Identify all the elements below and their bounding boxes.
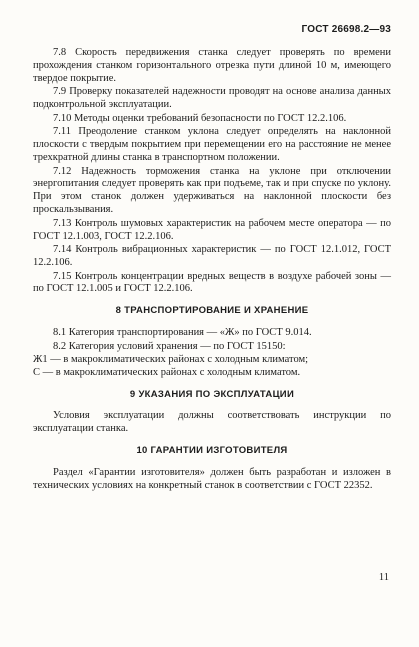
page-header: ГОСТ 26698.2—93 xyxy=(301,24,391,35)
section-8-heading: 8 ТРАНСПОРТИРОВАНИЕ И ХРАНЕНИЕ xyxy=(115,305,309,317)
paragraph-7-15: 7.15 Контроль концентрации вредных веществ в воздухе рабочей зоны — по ГОСТ 12.1.005 и ГОСТ 12.2.106. xyxy=(33,270,391,295)
paragraph-7-8: 7.8 Скорость передвижения станка следует проверять по времени прохождения станком горизонтального отрезка пути длиной 10 м, имеющего твердое покрытие. xyxy=(33,47,391,84)
paragraph-7-9: 7.9 Проверку показателей надежности проводят на основе анализа данных подконтрольной эксплуатации. xyxy=(33,86,391,111)
storage-category-s: С — в макроклиматических районах с холодным климатом. xyxy=(33,366,301,378)
paragraph-7-12: 7.12 Надежность торможения станка на уклоне при отключении энергопитания следует проверять как при подъеме, так и при спуске по уклону. При этом станок должен удерживаться на наклонной плоскости без проскальзывания. xyxy=(33,165,391,216)
paragraph-7-11: 7.11 Преодоление станком уклона следует определять на наклонной плоскости с твердым покрытием при перемещении его на расстояние не менее трехкратной длины станка в транспортном положении. xyxy=(33,126,391,164)
storage-category-zh1: Ж1 — в макроклиматических районах с холодным климатом; xyxy=(33,353,309,365)
section-10-heading: 10 ГАРАНТИИ ИЗГОТОВИТЕЛЯ xyxy=(136,445,288,457)
paragraph-8-2: 8.2 Категория условий хранения — по ГОСТ 15150: xyxy=(53,340,286,352)
paragraph-8-1: 8.1 Категория транспортирования — «Ж» по ГОСТ 9.014. xyxy=(53,327,312,339)
paragraph-10: Раздел «Гарантии изготовителя» должен быть разработан и изложен в технических условиях на конкретный станок в соответствии с ГОСТ 22352. xyxy=(33,467,391,492)
paragraph-7-10: 7.10 Методы оценки требований безопасности по ГОСТ 12.2.106. xyxy=(53,112,347,124)
paragraph-9: Условия эксплуатации должны соответствовать инструкции по эксплуатации станка. xyxy=(33,410,391,435)
page-number: 11 xyxy=(378,572,389,583)
paragraph-7-14: 7.14 Контроль вибрационных характеристик — по ГОСТ 12.1.012, ГОСТ 12.2.106. xyxy=(33,244,391,269)
page-content xyxy=(33,47,391,493)
section-9-heading: 9 УКАЗАНИЯ ПО ЭКСПЛУАТАЦИИ xyxy=(129,388,295,400)
paragraph-7-13: 7.13 Контроль шумовых характеристик на рабочем месте оператора — по ГОСТ 12.1.003, ГОСТ 12.2.106. xyxy=(33,217,391,242)
